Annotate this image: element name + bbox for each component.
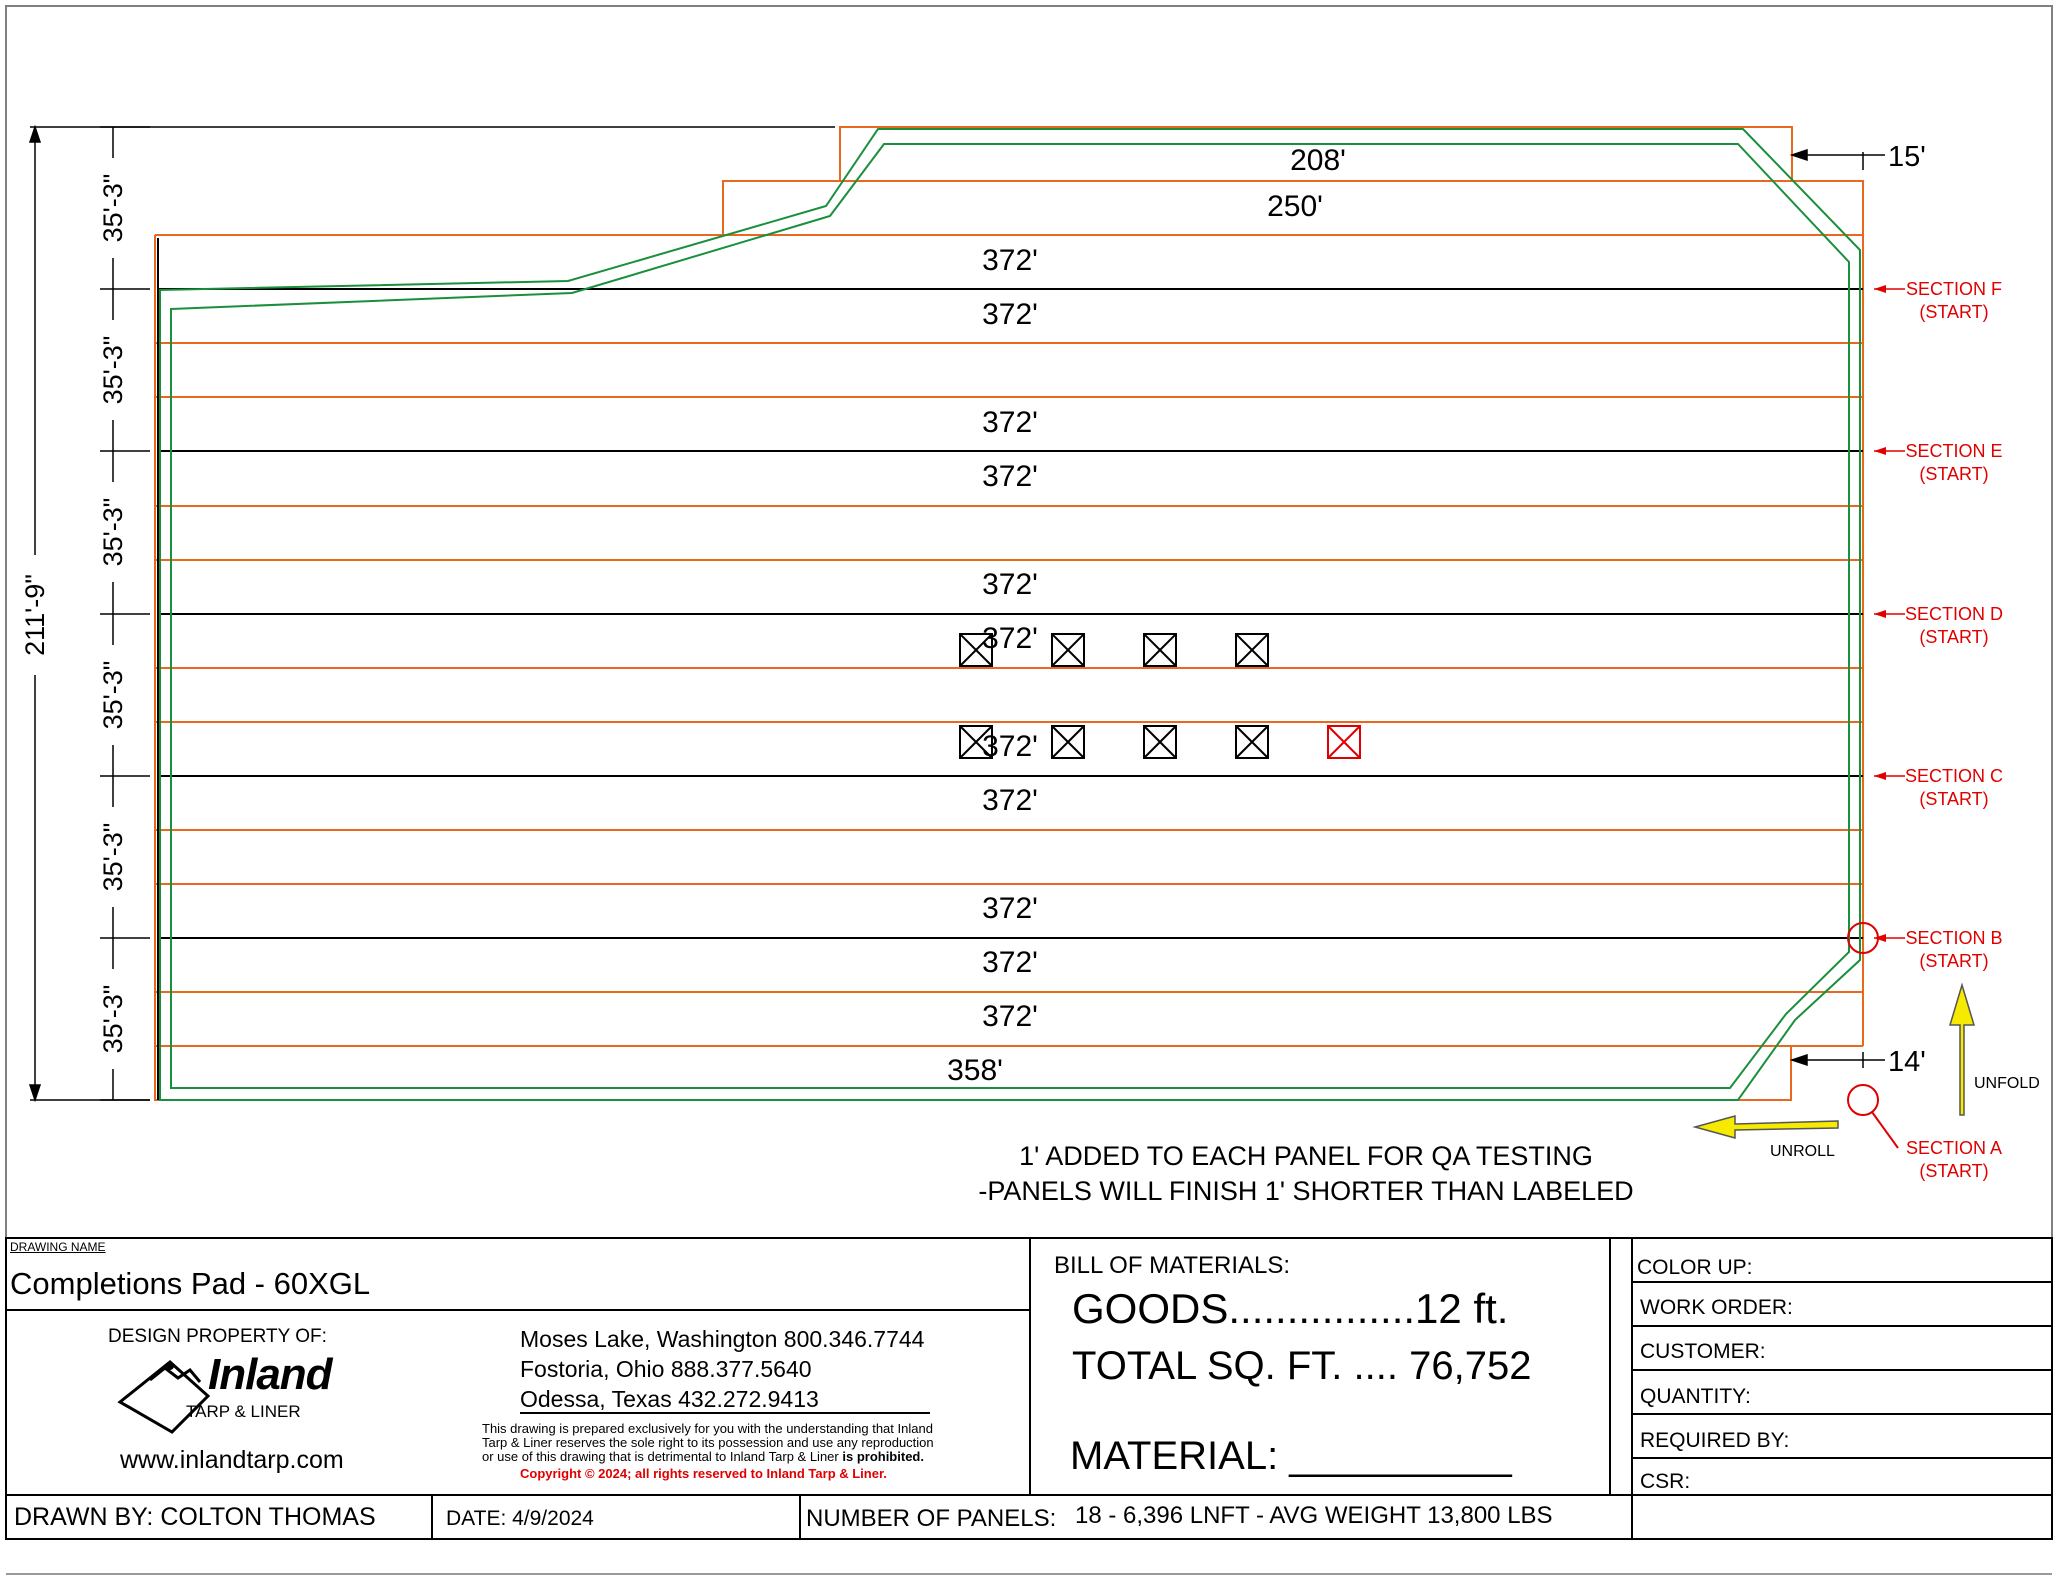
offset-bottom-label: 14' [1888, 1046, 1926, 1078]
dim-arrow-up [30, 127, 40, 142]
bom-total-sqft: TOTAL SQ. FT. .... 76,752 [1072, 1344, 1532, 1388]
copyright: Copyright © 2024; all rights reserved to Inland Tarp & Liner. [520, 1466, 887, 1481]
disclaimer [482, 1422, 934, 1464]
bom-material: MATERIAL: __________ [1070, 1434, 1512, 1478]
disclaimer-prohibited: is prohibited. [842, 1449, 924, 1464]
panel-length-labels [947, 144, 1346, 1087]
section-arrow-icon [1874, 934, 1886, 942]
disclaimer-line-3-text: or use of this drawing that is detrimental to Inland Tarp & Liner [482, 1449, 839, 1464]
panel-length-label: 372' [982, 568, 1038, 601]
panel-length-label: 372' [982, 892, 1038, 925]
location-fostoria: Fostoria, Ohio 888.377.5640 [520, 1356, 812, 1382]
date: DATE: 4/9/2024 [446, 1507, 594, 1530]
offset-bottom-arrow [1792, 1055, 1807, 1065]
section-arrow-icon [1874, 447, 1886, 455]
note-line-1: 1' ADDED TO EACH PANEL FOR QA TESTING [1019, 1141, 1593, 1171]
panel-length-label: 250' [1267, 190, 1323, 223]
section-label: SECTION A [1905, 1138, 2003, 1158]
logo-dot-icon [166, 1362, 174, 1370]
panel-length-label: 372' [982, 946, 1038, 979]
note-line-2: -PANELS WILL FINISH 1' SHORTER THAN LABELED [978, 1176, 1634, 1206]
disclaimer-line-2: Tarp & Liner reserves the sole right to its possession and use any reproduction [482, 1435, 934, 1450]
overall-height-label: 211'-9" [20, 574, 50, 656]
panel-length-label: 372' [982, 730, 1038, 763]
drawing-name-label: DRAWING NAME [10, 1240, 106, 1254]
panel-length-label: 372' [982, 622, 1038, 655]
unfold-arrow-icon [1950, 985, 1974, 1115]
panel-length-label: 372' [982, 244, 1038, 277]
section-label: SECTION B [1905, 928, 2003, 948]
disclaimer-line-1: This drawing is prepared exclusively for you with the understanding that Inland [482, 1421, 933, 1436]
location-odessa: Odessa, Texas 432.272.9413 [520, 1386, 819, 1412]
segment-height-label: 35'-3" [98, 660, 128, 730]
section-label: SECTION C [1904, 766, 2004, 786]
segment-height-label: 35'-3" [98, 335, 128, 405]
logo-text: Inland [208, 1350, 332, 1399]
field-color-up: COLOR UP: [1637, 1256, 1753, 1279]
panel-length-label: 208' [1290, 144, 1346, 177]
offset-top-label: 15' [1888, 141, 1926, 173]
website-link[interactable]: www.inlandtarp.com [120, 1446, 344, 1474]
segment-height-dimension [100, 127, 150, 1100]
field-required-by: REQUIRED BY: [1640, 1429, 1790, 1452]
panel-length-label: 372' [982, 784, 1038, 817]
disclaimer-line-3 [482, 1450, 934, 1464]
section-sublabel: (START) [1919, 464, 1989, 484]
section-arrow-icon [1874, 285, 1886, 293]
num-panels-value: 18 - 6,396 LNFT - AVG WEIGHT 13,800 LBS [1075, 1502, 1553, 1529]
panel-length-label: 372' [982, 298, 1038, 331]
panel-length-label: 372' [982, 406, 1038, 439]
drawing-name: Completions Pad - 60XGL [10, 1266, 371, 1301]
dim-arrow-down [30, 1085, 40, 1100]
section-label: SECTION E [1905, 441, 2003, 461]
location-moses-lake: Moses Lake, Washington 800.346.7744 [520, 1326, 925, 1352]
segment-height-label: 35'-3" [98, 497, 128, 567]
field-quantity: QUANTITY: [1640, 1385, 1751, 1408]
unfold-label: UNFOLD [1974, 1075, 2040, 1092]
unroll-label: UNROLL [1770, 1143, 1835, 1160]
section-label: SECTION F [1905, 279, 2003, 299]
design-property-label: DESIGN PROPERTY OF: [108, 1326, 327, 1347]
panel-length-label: 372' [982, 460, 1038, 493]
section-sublabel: (START) [1919, 1161, 1989, 1181]
section-a-leader [1872, 1112, 1898, 1148]
field-work-order: WORK ORDER: [1640, 1296, 1793, 1319]
panel-length-label: 358' [947, 1054, 1003, 1087]
offset-bottom-dimension [1792, 1052, 1885, 1068]
bom-label: BILL OF MATERIALS: [1054, 1252, 1291, 1279]
section-sublabel: (START) [1919, 627, 1989, 647]
section-a-circle [1848, 1085, 1878, 1115]
drawn-by: DRAWN BY: COLTON THOMAS [14, 1503, 376, 1531]
bom-goods: GOODS................12 ft. [1072, 1285, 1509, 1332]
offset-top-dimension [1792, 150, 1885, 170]
logo-subtitle: TARP & LINER [186, 1402, 301, 1421]
section-sublabel: (START) [1919, 302, 1989, 322]
field-csr: CSR: [1640, 1470, 1691, 1493]
segment-height-label: 35'-3" [98, 173, 128, 243]
panel-length-label: 372' [982, 1000, 1038, 1033]
section-arrow-icon [1874, 610, 1886, 618]
section-arrow-icon [1874, 772, 1886, 780]
field-customer: CUSTOMER: [1640, 1340, 1766, 1363]
segment-height-label: 35'-3" [98, 822, 128, 892]
unroll-arrow-icon [1695, 1116, 1838, 1138]
section-sublabel: (START) [1919, 789, 1989, 809]
section-sublabel: (START) [1919, 951, 1989, 971]
section-label: SECTION D [1904, 604, 2004, 624]
segment-height-label: 35'-3" [98, 984, 128, 1054]
num-panels-label: NUMBER OF PANELS: [806, 1505, 1057, 1532]
offset-top-arrow [1792, 150, 1807, 160]
